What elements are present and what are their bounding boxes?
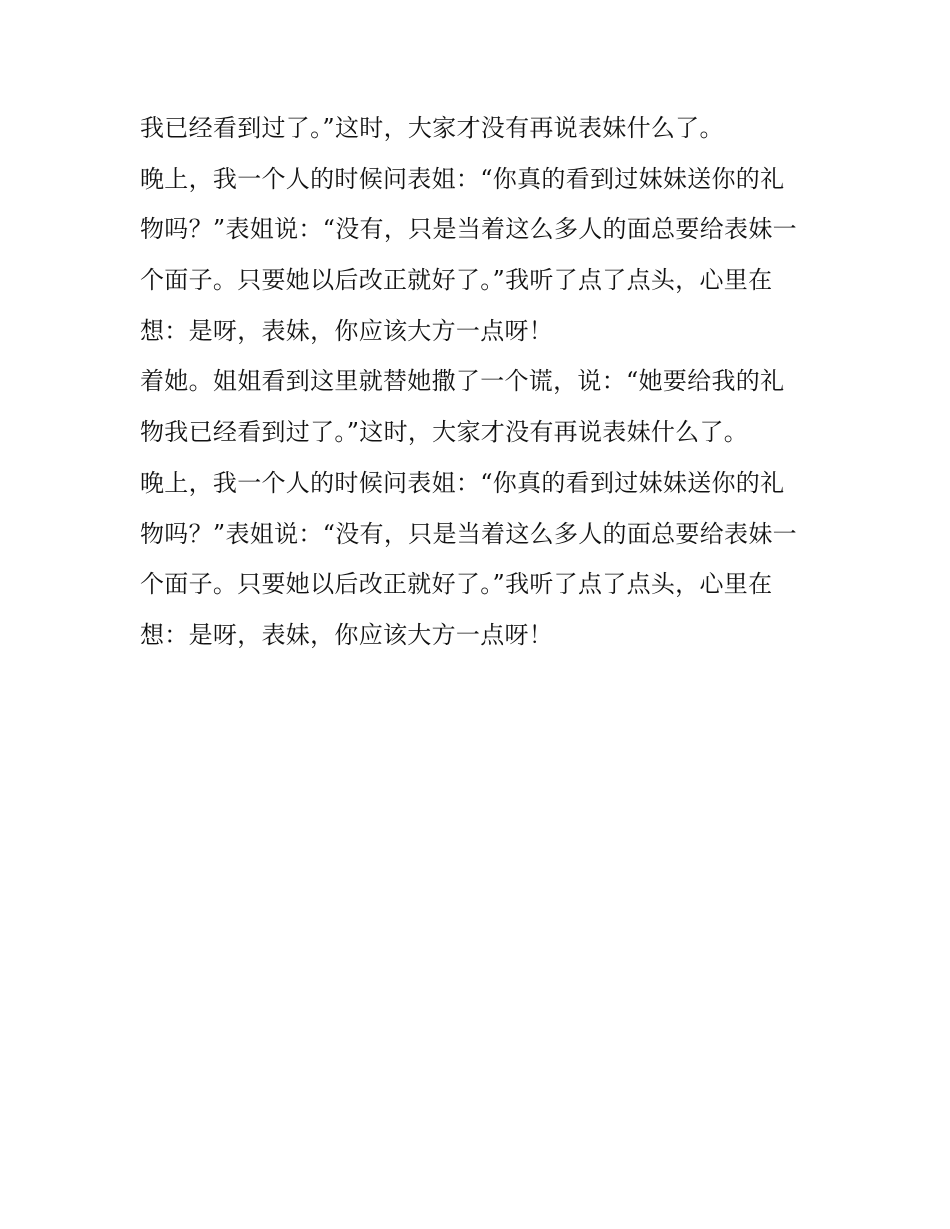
text-line: 物吗？”表姐说：“没有，只是当着这么多人的面总要给表妹一 xyxy=(140,519,797,548)
text-line: 个面子。只要她以后改正就好了。”我听了点了点头，心里在 xyxy=(140,266,773,295)
text-line: 晚上，我一个人的时候问表姐：“你真的看到过妹妹送你的礼 xyxy=(140,468,785,497)
text-line: 想：是呀，表妹，你应该大方一点呀！ xyxy=(140,620,554,649)
text-line: 晚上，我一个人的时候问表姐：“你真的看到过妹妹送你的礼 xyxy=(140,164,785,193)
text-line: 着她。姐姐看到这里就替她撒了一个谎，说：“她要给我的礼 xyxy=(140,367,785,396)
text-line: 物我已经看到过了。”这时，大家才没有再说表妹什么了。 xyxy=(140,418,749,447)
text-line: 我已经看到过了。”这时，大家才没有再说表妹什么了。 xyxy=(140,114,724,142)
body-text xyxy=(140,103,820,661)
text-line: 个面子。只要她以后改正就好了。”我听了点了点头，心里在 xyxy=(140,570,773,599)
text-line: 想：是呀，表妹，你应该大方一点呀！ xyxy=(140,316,554,345)
text-line: 物吗？”表姐说：“没有，只是当着这么多人的面总要给表妹一 xyxy=(140,215,797,244)
